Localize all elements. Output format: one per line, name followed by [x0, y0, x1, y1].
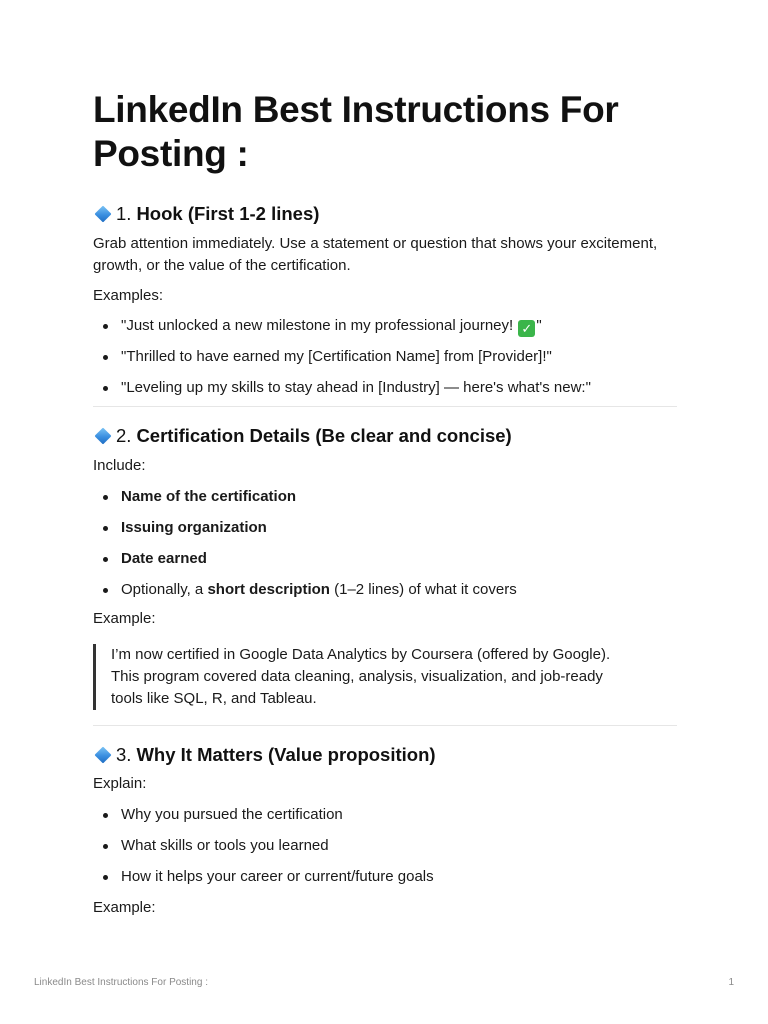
section-1-examples-label: Examples: [93, 287, 164, 304]
quote-line: tools like SQL, R, and Tableau. [111, 690, 317, 707]
page-title: LinkedIn Best Instructions For Posting : [93, 89, 619, 174]
section-3-title: Why It Matters (Value proposition) [136, 744, 436, 765]
section-3-explain-list [93, 804, 677, 888]
section-2-example-label: Example: [93, 610, 156, 627]
example-blockquote [93, 644, 677, 710]
optional-prefix: Optionally, a [121, 581, 208, 598]
list-item-text-end: " [536, 317, 542, 334]
list-item-text: "Thrilled to have earned my [Certification Name] from [Provider]!" [121, 348, 552, 365]
list-item: Issuing organization [93, 517, 677, 539]
section-3-heading [93, 743, 436, 767]
list-item: How it helps your career or current/future goals [93, 866, 677, 888]
diamond-bullet-icon [95, 747, 112, 764]
list-item [93, 579, 677, 601]
section-1-title: Hook (First 1-2 lines) [136, 203, 320, 224]
list-item: Name of the certification [93, 486, 677, 508]
check-mark-icon: ✓ [518, 320, 535, 337]
section-divider [93, 725, 677, 726]
list-item [93, 346, 677, 368]
section-3-number: 3. [116, 744, 132, 765]
section-3-intro: Explain: [93, 775, 147, 792]
list-item-text: "Just unlocked a new milestone in my professional journey! [121, 317, 518, 334]
section-2-include-list [93, 486, 677, 601]
section-1-heading [93, 202, 319, 226]
list-item: What skills or tools you learned [93, 835, 677, 857]
diamond-bullet-icon [95, 428, 112, 445]
footer-page-number: 1 [728, 977, 734, 988]
section-2-heading [93, 424, 512, 448]
footer-document-title: LinkedIn Best Instructions For Posting : [34, 977, 208, 988]
section-1-examples-list [93, 315, 677, 399]
list-item [93, 315, 677, 337]
optional-suffix: (1–2 lines) of what it covers [329, 581, 517, 598]
quote-line: I’m now certified in Google Data Analytics by Coursera (offered by Google). [111, 646, 611, 663]
diamond-bullet-icon [95, 206, 112, 223]
list-item: Why you pursued the certification [93, 804, 677, 826]
section-divider [93, 406, 677, 407]
section-1-number: 1. [116, 203, 132, 224]
section-2-intro: Include: [93, 457, 146, 474]
quote-line: This program covered data cleaning, analysis, visualization, and job-ready [111, 668, 603, 685]
section-3-example-label: Example: [93, 899, 156, 916]
list-item-text: "Leveling up my skills to stay ahead in [Industry] — here's what's new:" [121, 379, 591, 396]
section-2-title: Certification Details (Be clear and concise) [136, 425, 512, 446]
section-2-number: 2. [116, 425, 132, 446]
list-item: Date earned [93, 548, 677, 570]
optional-bold: short description [207, 581, 330, 598]
section-1-intro: Grab attention immediately. Use a statement or question that shows your excitement, growth, or the value of the certification. [93, 235, 658, 274]
list-item [93, 377, 677, 399]
